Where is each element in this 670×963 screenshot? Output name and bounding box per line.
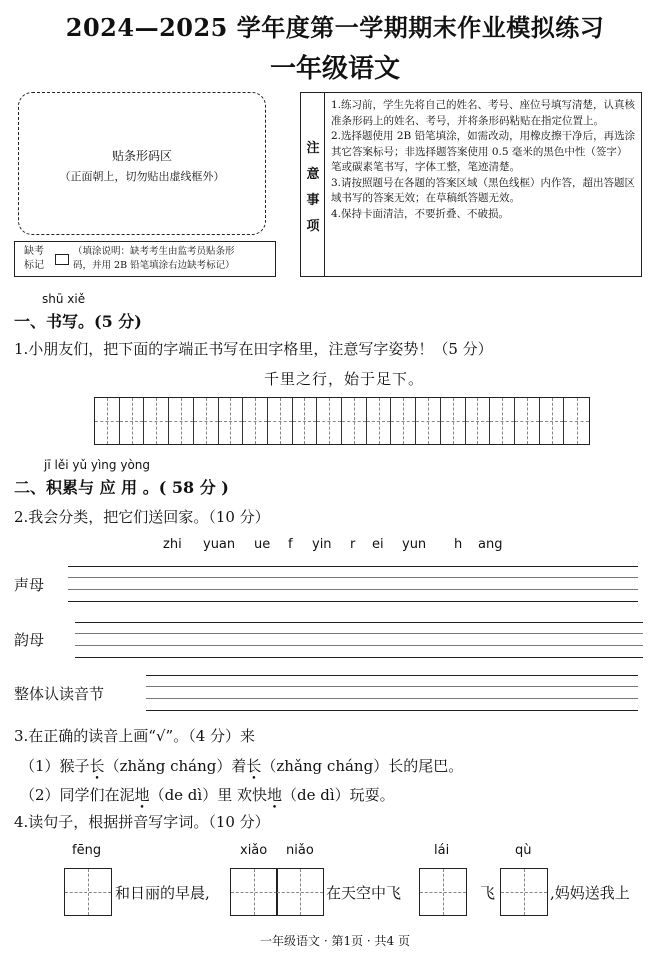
absent-mark-checkbox[interactable] — [55, 254, 69, 265]
q4-pinyin: xiǎo — [240, 843, 268, 858]
barcode-note: （正面朝上，切勿贴出虚线框外） — [59, 170, 225, 183]
syllable: yuan — [203, 537, 236, 552]
section2-title: 二、积累与 应 用 。( 58 分 ) — [14, 478, 229, 497]
tianzige-cell[interactable] — [293, 398, 318, 444]
page-footer: 一年级语文 · 第1页 · 共4 页 — [260, 934, 410, 948]
barcode-label: 贴条形码区 — [111, 149, 172, 163]
tianzige-cell[interactable] — [194, 398, 219, 444]
tianzige-cell[interactable] — [342, 398, 367, 444]
tianzige-cell[interactable] — [466, 398, 491, 444]
barcode-area — [18, 92, 266, 235]
dotted-char: 长 — [89, 757, 105, 775]
notice-side-label: 注 意 事 项 — [301, 93, 325, 276]
notice-rule: 3.请按照题号在各题的答案区域（黑色线框）内作答，超出答题区域书写的答案无效；在草稿纸答题无效。 — [331, 176, 636, 204]
q4-pinyin: niǎo — [286, 843, 314, 858]
page-title: 2024—2025 学年度第一学期期末作业模拟练习 — [65, 13, 605, 42]
syllable: ang — [478, 537, 503, 552]
tianzige-cell[interactable] — [144, 398, 169, 444]
absent-mark-box — [14, 241, 276, 277]
q4-text: 和日丽的早晨, — [115, 884, 210, 902]
fourline-initials[interactable] — [68, 566, 638, 602]
question-3-sentence-1: （1）猴子长（zhǎng cháng）着长（zhǎng cháng）长的尾巴。 — [20, 757, 464, 775]
answer-box-lai[interactable] — [419, 868, 467, 916]
fourline-finals[interactable] — [75, 622, 643, 658]
syllable: yin — [312, 537, 332, 552]
q4-pinyin: lái — [434, 843, 450, 858]
q4-text: ,妈妈送我上 — [550, 884, 630, 902]
tianzige-cell[interactable] — [490, 398, 515, 444]
syllable: ue — [254, 537, 271, 552]
syllable: zhi — [163, 537, 182, 552]
absent-label: 缺考 标记 — [24, 246, 44, 271]
tianzige-cell[interactable] — [515, 398, 540, 444]
notice-box — [300, 92, 642, 277]
notice-rules — [331, 98, 637, 222]
tianzige-cell[interactable] — [564, 398, 589, 444]
tianzige-cell[interactable] — [120, 398, 145, 444]
answer-box-niao[interactable] — [276, 868, 324, 916]
syllable: f — [288, 537, 293, 552]
notice-rule: 4.保持卡面清洁，不要折叠、不破损。 — [331, 207, 510, 220]
notice-rule: 1.练习前，学生先将自己的姓名、考号、座位号填写清楚，认真核准条形码上的姓名、考号，并将条形码粘贴在指定位置上。 — [331, 99, 636, 127]
tianzige-cell[interactable] — [540, 398, 565, 444]
absent-note: （填涂说明：缺考考生由监考员贴条形 码，并用 2B 铅笔填涂右边缺考标记） — [73, 246, 235, 271]
row-label-whole-syllables: 整体认读音节 — [14, 685, 105, 703]
dotted-char: 地 — [266, 786, 282, 804]
q4-text: 在天空中飞 — [326, 884, 402, 902]
tianzige-cell[interactable] — [95, 398, 120, 444]
syllable: h — [454, 537, 463, 552]
phrase: 千里之行，始于足下。 — [264, 370, 425, 388]
tianzige-grid[interactable] — [94, 397, 590, 445]
q4-pinyin: fēng — [72, 843, 102, 858]
row-label-initials: 声母 — [14, 576, 45, 594]
question-4: 4.读句子，根据拼音写字词。（10 分） — [14, 813, 270, 831]
tianzige-cell[interactable] — [317, 398, 342, 444]
page-subtitle: 一年级语文 — [269, 54, 400, 84]
question-2: 2.我会分类，把它们送回家。（10 分） — [14, 508, 270, 526]
question-3-sentence-2: （2）同学们在泥地（de dì）里 欢快地（de dì）玩耍。 — [20, 786, 395, 804]
syllable: r — [350, 537, 356, 552]
question-1: 1.小朋友们，把下面的字端正书写在田字格里，注意写字姿势！（5 分） — [14, 340, 493, 358]
answer-box-qu[interactable] — [500, 868, 548, 916]
dotted-char: 地 — [134, 786, 150, 804]
q4-text: 飞 — [480, 884, 496, 902]
section2-pinyin: jī lěi yǔ yìng yòng — [44, 458, 151, 472]
tianzige-cell[interactable] — [169, 398, 194, 444]
section1-pinyin: shū xiě — [42, 292, 86, 306]
fourline-whole-syllables[interactable] — [146, 675, 638, 711]
q4-pinyin: qù — [515, 843, 532, 858]
notice-rule: 2.选择题使用 2B 铅笔填涂，如需改动，用橡皮擦干净后，再选涂其它答案标号；非选择题答案使用 0.5 毫米的黑色中性（签字）笔或碳素笔书写，字体工整，笔迹清楚。 — [331, 130, 636, 173]
tianzige-cell[interactable] — [367, 398, 392, 444]
dotted-char: 长 — [246, 757, 262, 775]
section1-title: 一、书写。(5 分) — [14, 312, 142, 331]
tianzige-cell[interactable] — [416, 398, 441, 444]
answer-box-feng[interactable] — [64, 868, 112, 916]
tianzige-cell[interactable] — [441, 398, 466, 444]
question-3: 3.在正确的读音上画“√”。（4 分）来 — [14, 727, 256, 745]
syllable: yun — [402, 537, 427, 552]
tianzige-cell[interactable] — [391, 398, 416, 444]
tianzige-cell[interactable] — [268, 398, 293, 444]
tianzige-cell[interactable] — [219, 398, 244, 444]
answer-box-xiao[interactable] — [230, 868, 278, 916]
tianzige-cell[interactable] — [243, 398, 268, 444]
syllable: ei — [372, 537, 384, 552]
row-label-finals: 韵母 — [14, 631, 45, 649]
